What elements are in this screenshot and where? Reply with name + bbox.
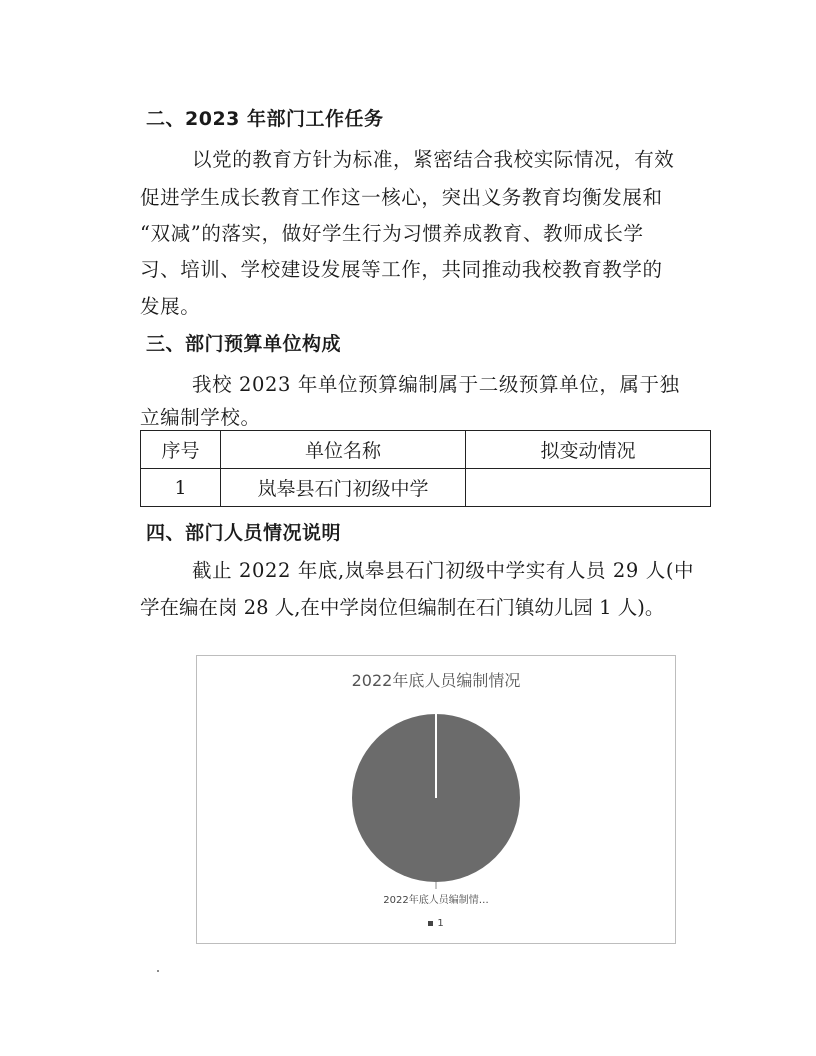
table-header-cell: 单位名称 xyxy=(221,431,466,469)
pie-chart xyxy=(196,655,676,944)
paragraph-line: 以党的教育方针为标准，紧密结合我校实际情况，有效 xyxy=(192,148,675,171)
paragraph-line: “双减”的落实，做好学生行为习惯养成教育、教师成长学 xyxy=(140,222,644,245)
budget-unit-table xyxy=(140,430,711,507)
table-cell: 岚皋县石门初级中学 xyxy=(221,469,466,507)
paragraph-line: 我校 2023 年单位预算编制属于二级预算单位，属于独 xyxy=(192,373,680,396)
table-row xyxy=(141,469,711,507)
table-cell xyxy=(466,469,711,507)
paragraph-line: 立编制学校。 xyxy=(140,406,261,429)
table-header-cell: 序号 xyxy=(141,431,221,469)
table-cell: 1 xyxy=(141,469,221,507)
legend-label: 1 xyxy=(437,918,444,929)
chart-title: 2022年底人员编制情况 xyxy=(351,671,521,690)
table-header-cell: 拟变动情况 xyxy=(466,431,711,469)
paragraph-line: 学在编在岗 28 人,在中学岗位但编制在石门镇幼儿园 1 人)。 xyxy=(140,596,665,619)
chart-legend xyxy=(197,918,675,929)
paragraph-line: 截止 2022 年底,岚皋县石门初级中学实有人员 29 人(中 xyxy=(192,559,695,582)
scan-speck xyxy=(157,970,159,972)
section-heading-budget-units: 三、部门预算单位构成 xyxy=(146,333,342,355)
section-heading-work-tasks: 二、2023 年部门工作任务 xyxy=(146,108,384,130)
legend-swatch xyxy=(428,921,433,926)
paragraph-line: 促进学生成长教育工作这一核心，突出义务教育均衡发展和 xyxy=(140,186,663,209)
section-heading-staffing: 四、部门人员情况说明 xyxy=(146,522,342,544)
paragraph-line: 发展。 xyxy=(140,295,201,318)
table-header-row xyxy=(141,431,711,469)
chart-data-label: 2022年底人员编制情… xyxy=(383,895,489,906)
paragraph-line: 习、培训、学校建设发展等工作，共同推动我校教育教学的 xyxy=(140,258,663,281)
